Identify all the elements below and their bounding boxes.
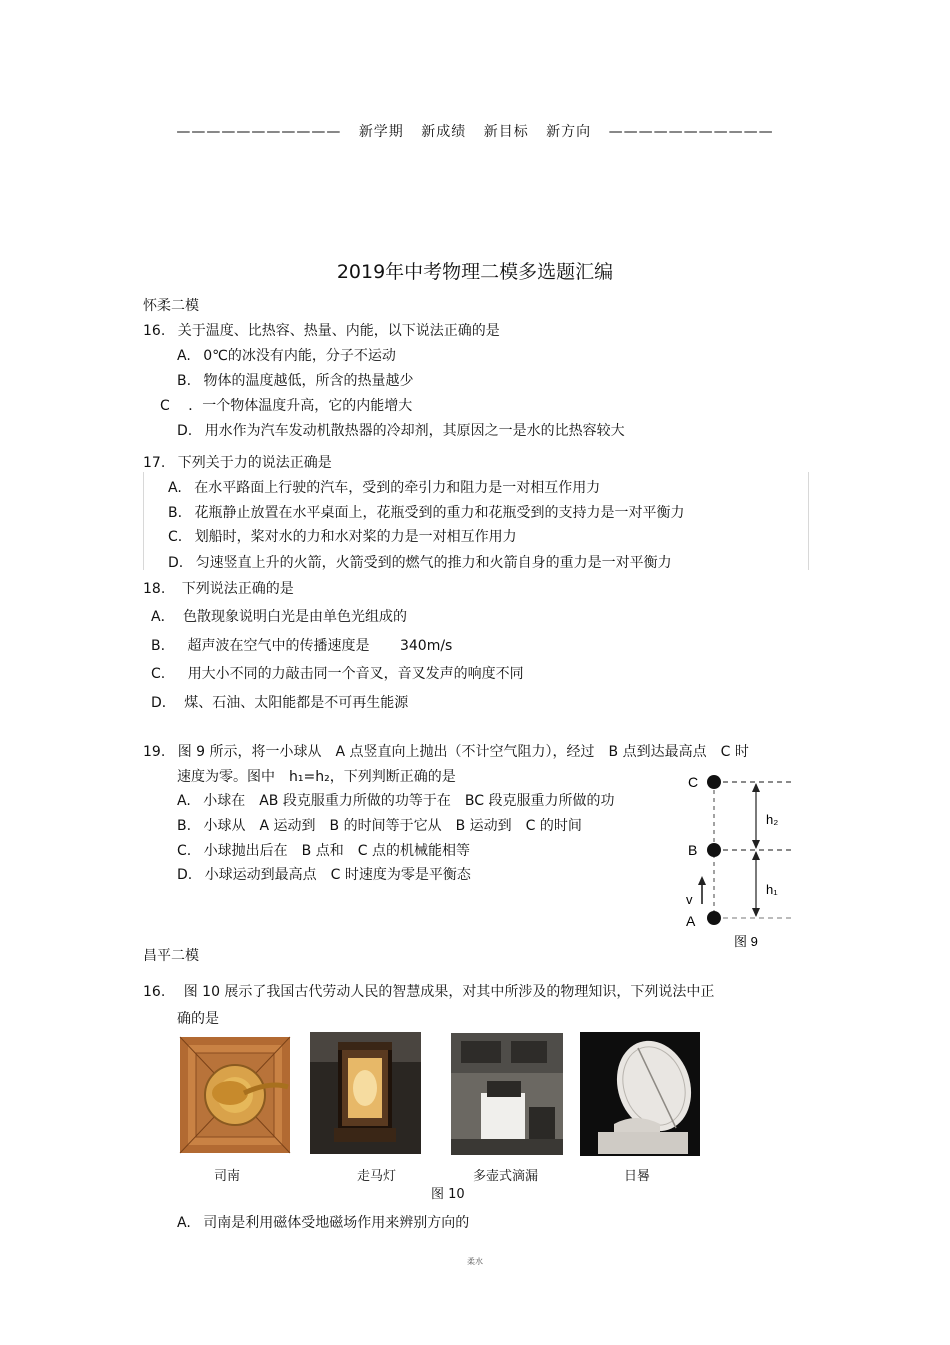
page-title: 2019年中考物理二模多选题汇编 xyxy=(336,261,614,283)
image-caption: 多壶式滴漏 xyxy=(473,1169,539,1184)
section-title: 昌平二模 xyxy=(143,948,199,964)
option-label: B. xyxy=(177,818,192,834)
h1-label: h₁ xyxy=(766,882,778,897)
figure-9-diagram xyxy=(680,768,810,953)
option-value: 340m/s xyxy=(399,638,453,654)
option-label: A． xyxy=(151,609,175,625)
header-dashes-left: ——————————— xyxy=(176,124,342,140)
question-text-line2: 速度为零。图中 h₁=h₂，下列判断正确的是 xyxy=(177,769,456,785)
point-label-c: C xyxy=(688,774,699,790)
question-stem xyxy=(143,578,294,598)
option-label: C. xyxy=(168,529,183,545)
figure-9-caption: 图 9 xyxy=(734,934,758,949)
question-number: 16. xyxy=(143,984,166,1000)
option-text: 超声波在空气中的传播速度是 xyxy=(187,638,370,654)
option-text: ．一个物体温度升高，它的内能增大 xyxy=(188,398,413,414)
question-stem xyxy=(143,741,749,761)
option-label: C xyxy=(160,398,170,414)
zoumadeng-lantern-photo-icon xyxy=(310,1032,421,1154)
option-text: 小球在 AB 段克服重力所做的功等于在 BC 段克服重力所做的功 xyxy=(203,793,615,809)
option xyxy=(151,663,524,683)
question-text-line2: 确的是 xyxy=(177,1011,219,1027)
ball-at-c xyxy=(707,775,721,789)
option-label: C. xyxy=(151,666,166,682)
option-text: 物体的温度越低，所含的热量越少 xyxy=(203,373,414,389)
figure-10-caption: 图 10 xyxy=(431,1187,465,1202)
velocity-label: v xyxy=(686,892,693,907)
h1-arrow-up-icon xyxy=(752,851,760,860)
option-label: D. xyxy=(177,423,193,439)
header-word: 新成绩 xyxy=(421,124,467,140)
question-text: 图 9 所示，将一小球从 A 点竖直向上抛出（不计空气阻力），经过 B 点到达最高点 C 时 xyxy=(177,744,749,760)
question-text: 图 10 展示了我国古代劳动人民的智慧成果，对其中所涉及的物理知识，下列说法中正 xyxy=(183,984,715,1000)
option-label: A. xyxy=(177,1215,191,1231)
option-text: 小球抛出后在 B 点和 C 点的机械能相等 xyxy=(203,843,470,859)
question-stem xyxy=(143,981,714,1001)
page-header xyxy=(0,121,950,141)
header-word: 新目标 xyxy=(483,124,529,140)
question-stem xyxy=(143,452,332,472)
header-dashes-right: ——————————— xyxy=(608,124,774,140)
question-number: 19. xyxy=(143,744,166,760)
sinan-compass-photo-icon xyxy=(178,1035,293,1155)
option xyxy=(177,840,470,860)
sundial-photo-icon xyxy=(580,1032,700,1156)
option xyxy=(151,692,408,712)
option xyxy=(168,477,600,497)
option-text: 匀速竖直上升的火箭，火箭受到的燃气的推力和火箭自身的重力是一对平衡力 xyxy=(195,555,672,571)
point-label-a: A xyxy=(686,913,696,929)
question-number: 16. xyxy=(143,323,166,339)
h2-arrow-up-icon xyxy=(752,783,760,792)
option-label: B. xyxy=(168,505,183,521)
question-text: 下列关于力的说法正确是 xyxy=(177,455,332,471)
option xyxy=(177,345,396,365)
option xyxy=(168,502,685,522)
ball-at-b xyxy=(707,843,721,857)
option-text: 花瓶静止放置在水平桌面上，花瓶受到的重力和花瓶受到的支持力是一对平衡力 xyxy=(194,505,685,521)
option xyxy=(151,635,452,655)
option xyxy=(177,1212,469,1232)
header-word: 新学期 xyxy=(358,124,404,140)
option xyxy=(168,526,517,546)
option xyxy=(160,395,412,415)
image-caption: 司南 xyxy=(214,1169,241,1184)
h2-label: h₂ xyxy=(766,812,779,827)
section-title: 怀柔二模 xyxy=(143,298,199,314)
option-label: A. xyxy=(177,793,191,809)
ball-at-a xyxy=(707,911,721,925)
question-text: 下列说法正确的是 xyxy=(181,581,294,597)
option-text: 在水平路面上行驶的汽车，受到的牵引力和阻力是一对相互作用力 xyxy=(194,480,601,496)
header-word: 新方向 xyxy=(546,124,592,140)
question-stem xyxy=(143,320,500,340)
option xyxy=(177,864,471,884)
option xyxy=(151,606,407,626)
option-text: 煤、石油、太阳能都是不可再生能源 xyxy=(184,695,409,711)
page-footer: 柔水 xyxy=(467,1257,483,1266)
h1-arrow-down-icon xyxy=(752,908,760,917)
option-label: A. xyxy=(177,348,191,364)
option-label: B. xyxy=(151,638,166,654)
image-caption: 日晷 xyxy=(624,1169,651,1184)
option-label: D． xyxy=(151,695,176,711)
option-text: 小球从 A 运动到 B 的时间等于它从 B 运动到 C 的时间 xyxy=(203,818,582,834)
option xyxy=(177,370,414,390)
question-text: 关于温度、比热容、热量、内能，以下说法正确的是 xyxy=(177,323,500,339)
option-label: B. xyxy=(177,373,192,389)
option-text: 用水作为汽车发动机散热器的冷却剂，其原因之一是水的比热容较大 xyxy=(204,423,625,439)
option-text: 0℃的冰没有内能，分子不运动 xyxy=(203,348,396,364)
option xyxy=(177,815,582,835)
option-text: 用大小不同的力敲击同一个音叉，音叉发声的响度不同 xyxy=(187,666,524,682)
question-number: 17. xyxy=(143,455,166,471)
option-text: 划船时，桨对水的力和水对桨的力是一对相互作用力 xyxy=(194,529,517,545)
option xyxy=(177,790,614,810)
h2-arrow-down-icon xyxy=(752,840,760,849)
clepsydra-photo-icon xyxy=(451,1033,563,1155)
image-caption: 走马灯 xyxy=(357,1169,397,1184)
option-text: 小球运动到最高点 C 时速度为零是平衡态 xyxy=(204,867,471,883)
option xyxy=(168,552,672,572)
option-label: D. xyxy=(177,867,193,883)
point-label-b: B xyxy=(688,842,698,858)
option-label: D. xyxy=(168,555,184,571)
option-text: 色散现象说明白光是由单色光组成的 xyxy=(183,609,408,625)
option-label: C. xyxy=(177,843,192,859)
option-label: A. xyxy=(168,480,182,496)
velocity-arrow-icon xyxy=(698,876,706,885)
question-number: 18. xyxy=(143,581,166,597)
option xyxy=(177,420,625,440)
option-text: 司南是利用磁体受地磁场作用来辨别方向的 xyxy=(203,1215,470,1231)
